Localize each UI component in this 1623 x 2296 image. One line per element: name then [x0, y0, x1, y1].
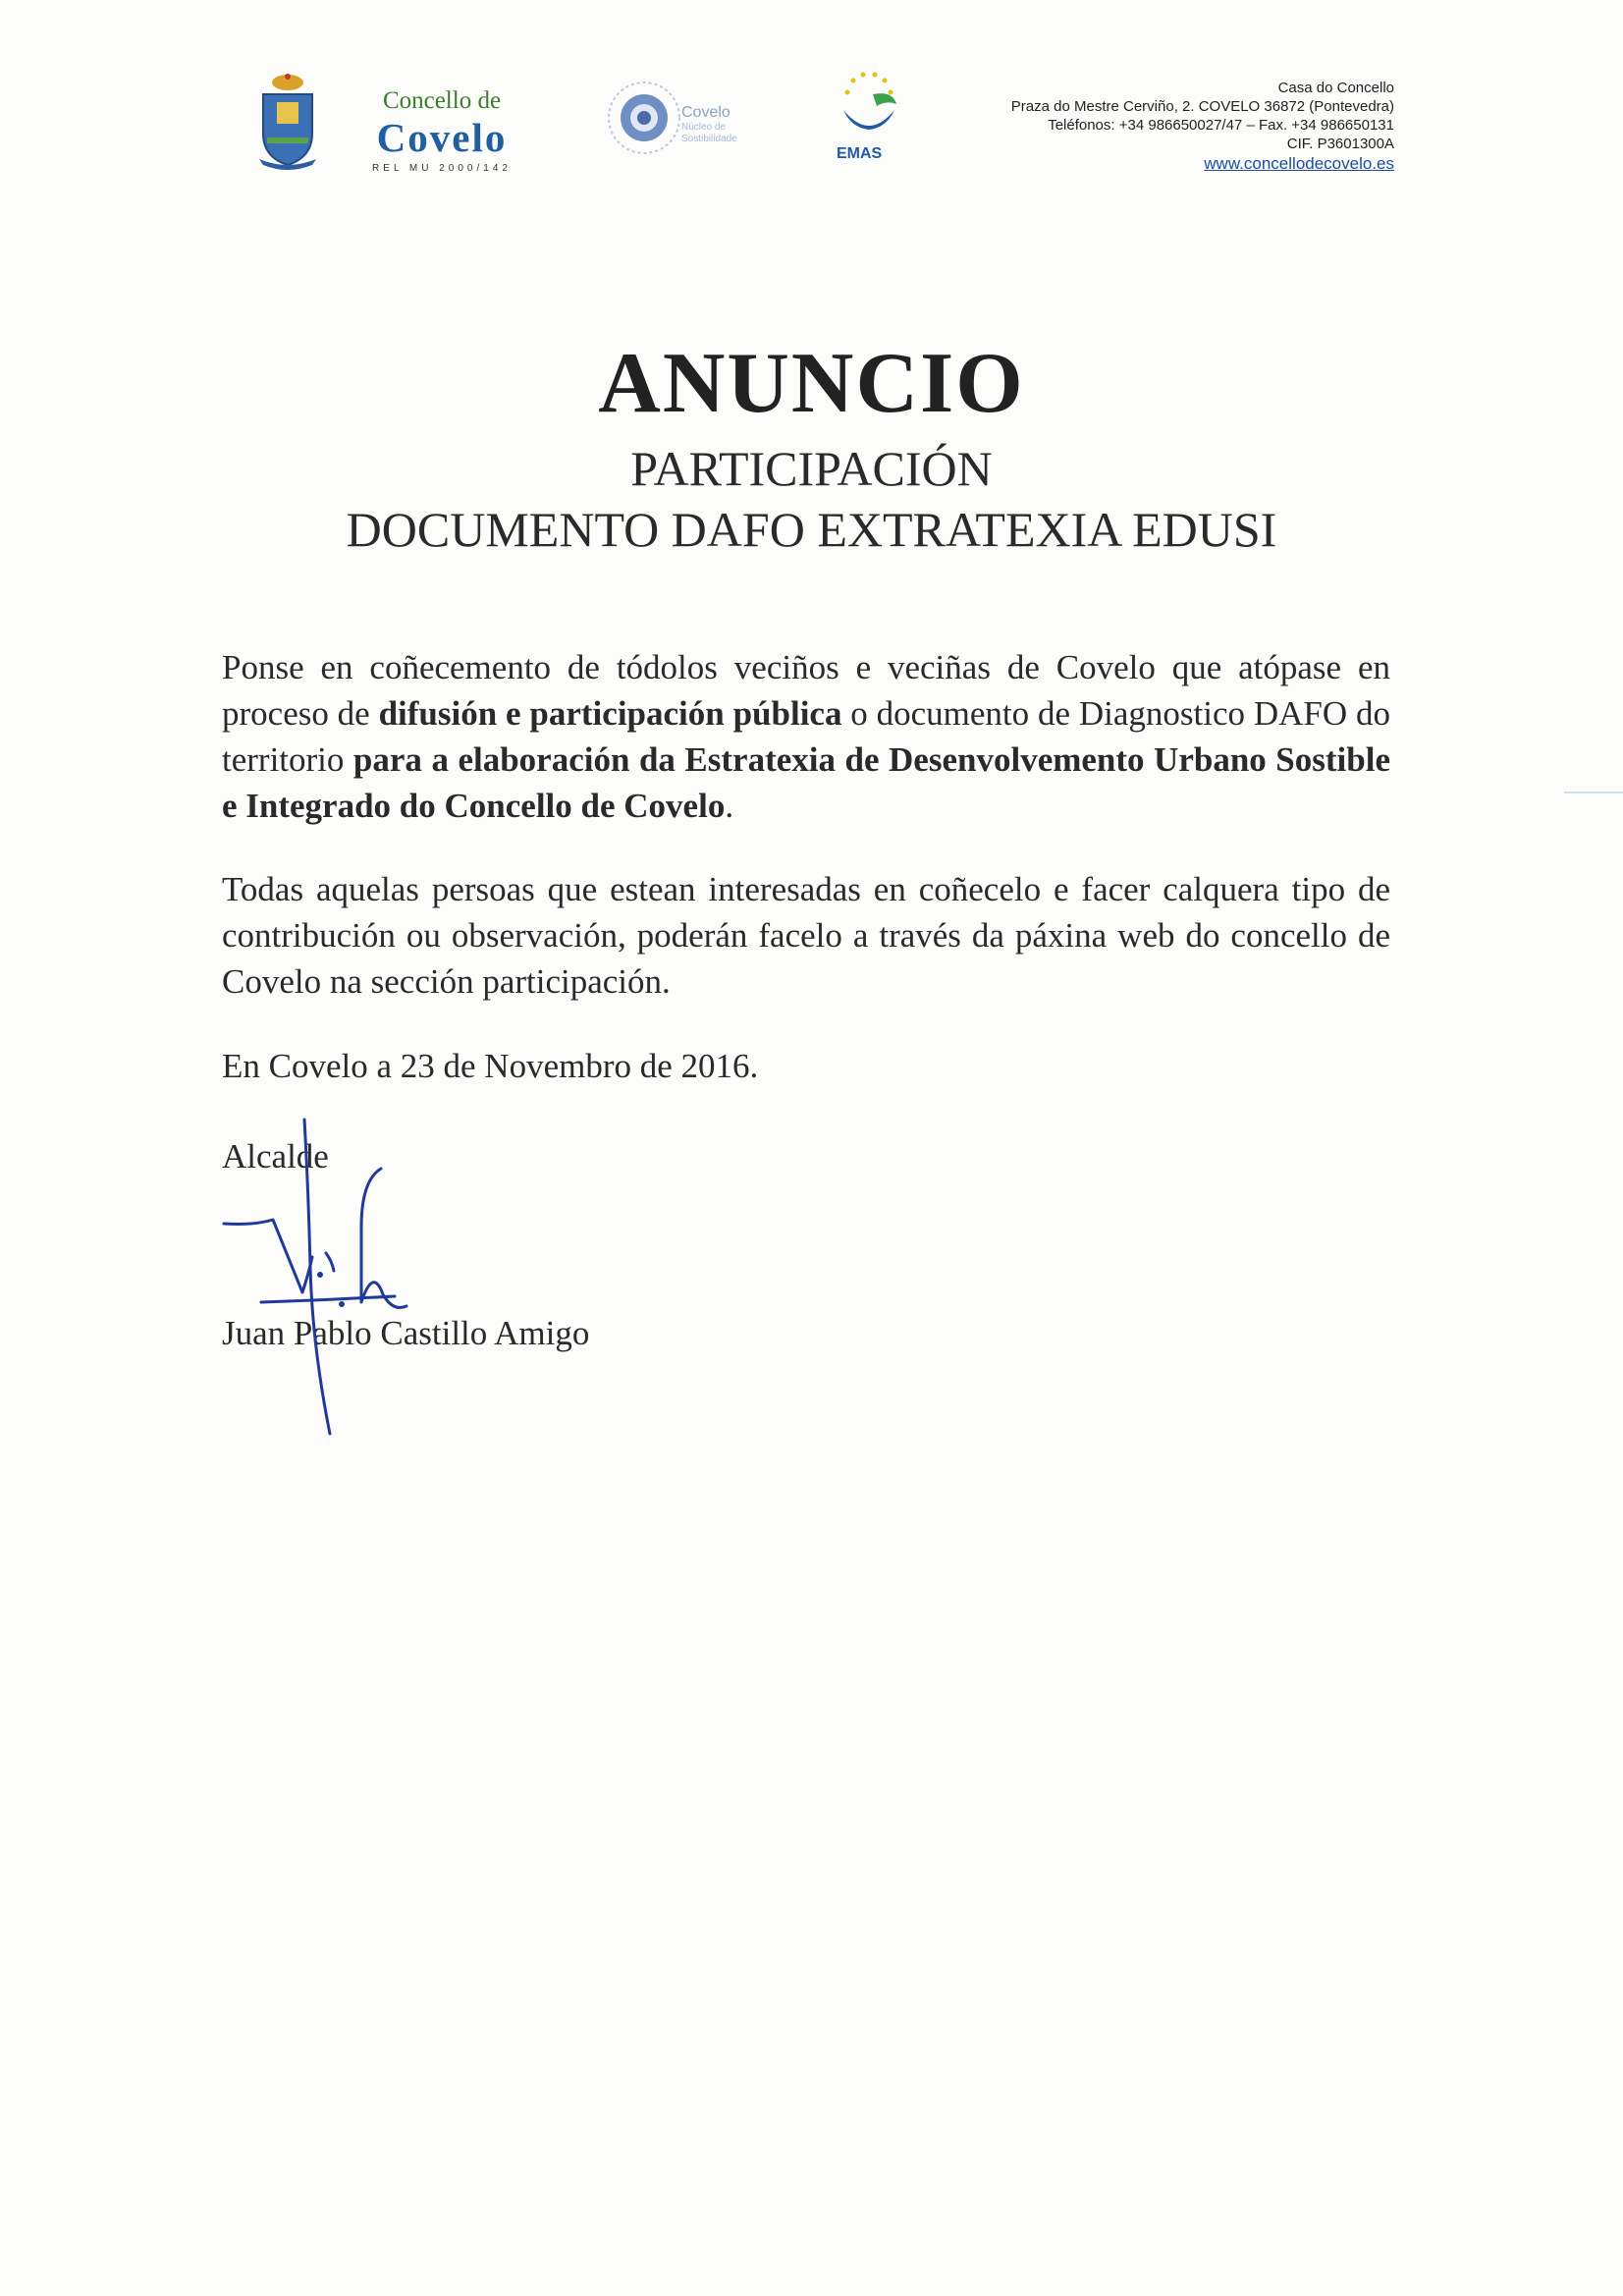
seal-line-3: Sostibilidade — [681, 134, 737, 144]
brand-line-1: Concello de — [382, 87, 502, 114]
coat-of-arms-icon — [253, 73, 322, 171]
contact-line-2: Praza do Mestre Cerviño, 2. COVELO 36872 (Pontevedra) — [1010, 98, 1394, 115]
emas-label: EMAS — [837, 145, 883, 162]
municipality-brand — [358, 86, 525, 174]
brand-line-3: REL MU 2000/142 — [372, 163, 512, 174]
brand-line-2: Covelo — [376, 115, 508, 160]
paragraph-participation: Todas aquelas persoas que estean interesadas en coñecelo e facer calquera tipo de contribución ou observación, poderán facelo a través da páxina web do concello de Covelo na sección participación. — [222, 870, 1390, 1001]
paragraph-1-bold-a: difusión e participación pública — [378, 694, 842, 733]
contact-line-1: Casa do Concello — [1277, 80, 1394, 96]
sustainability-seal-icon — [605, 79, 683, 157]
website-link[interactable]: www.concellodecovelo.es — [1204, 154, 1394, 173]
sustainability-seal-text — [681, 104, 737, 145]
paragraph-1-text-a: Ponse en coñecemento de tódolos veciños e veciñas de Covelo que atópase en proceso de — [222, 648, 1390, 733]
paragraph-1-text-c: . — [725, 787, 734, 825]
seal-line-1: Covelo — [681, 104, 730, 121]
paragraph-announcement — [222, 644, 1390, 829]
seal-line-2: Núcleo de — [681, 122, 727, 133]
subtitle-1: PARTICIPACIÓN — [630, 441, 993, 496]
contact-line-4: CIF. P3601300A — [1286, 136, 1394, 152]
subtitle-2: DOCUMENTO DAFO EXTRATEXIA EDUSI — [346, 502, 1277, 557]
scan-artifact — [1564, 792, 1623, 793]
signatory-role: Alcalde — [222, 1137, 329, 1175]
paragraph-1-bold-b: para a elaboración da Estratexia de Desenvolvemento Urbano Sostible e Integrado do Concello de Covelo — [222, 740, 1390, 825]
handwritten-signature-icon — [214, 1110, 430, 1444]
letterhead — [0, 0, 1623, 196]
date-line: En Covelo a 23 de Novembro de 2016. — [222, 1047, 759, 1085]
paragraph-1-text-b: o documento de Diagnostico DAFO do territorio — [222, 694, 1390, 779]
contact-line-3: Teléfonos: +34 986650027/47 – Fax. +34 986650131 — [1048, 117, 1394, 134]
page-title: ANUNCIO — [598, 336, 1025, 431]
contact-block — [1011, 79, 1394, 175]
signatory-name: Juan Pablo Castillo Amigo — [222, 1314, 590, 1352]
